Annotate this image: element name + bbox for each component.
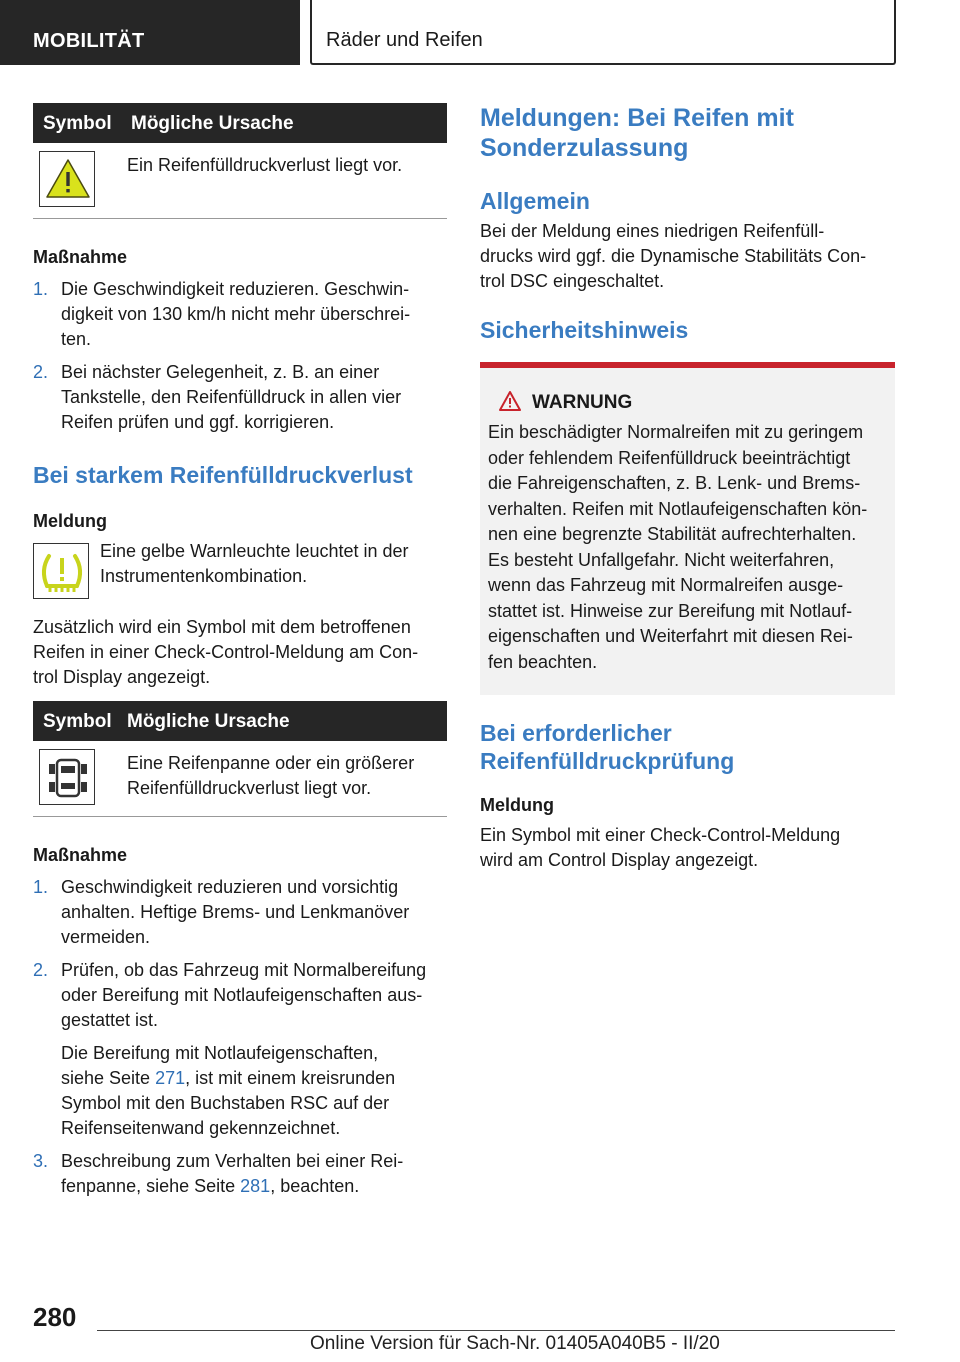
symbol-table-row: [33, 741, 447, 817]
list-item: 1. Die Geschwindigkeit reduzieren. Geschwin- digkeit von 130 km/h nicht mehr überschrei- ten.: [33, 279, 411, 349]
col-symbol-header: Symbol: [43, 113, 112, 134]
left-column: [33, 103, 447, 1199]
online-version-note: Online Version für Sach-Nr. 01405A040B5 - II/20: [310, 1333, 720, 1354]
warning-box: [480, 362, 895, 695]
warning-title: WARNUNG: [488, 390, 887, 416]
list-item: 3. Beschreibung zum Verhalten bei einer Rei- fenpanne, siehe Seite 281, beachten.: [33, 1151, 404, 1196]
check-text: Ein Symbol mit einer Check-Control-Meldung wird am Control Display angezeigt.: [480, 825, 841, 870]
cause-text: Eine Reifenpanne oder ein größerer Reifenfülldruckverlust liegt vor.: [127, 753, 415, 798]
chapter-tab: [310, 0, 896, 65]
page-link-271[interactable]: 271: [155, 1068, 186, 1088]
page-link-281[interactable]: 281: [240, 1176, 271, 1196]
warning-triangle-icon: [39, 151, 95, 207]
cause-text: Ein Reifenfülldruckverlust liegt vor.: [127, 155, 403, 175]
general-text: Bei der Meldung eines niedrigen Reifenfüll- drucks wird ggf. die Dynamische Stabilitäts Con- trol DSC eingeschaltet.: [480, 221, 867, 291]
list-item: 1. Geschwindigkeit reduzieren und vorsichtig anhalten. Heftige Brems- und Lenkmanöver vermeiden.: [33, 877, 410, 947]
car-tire-warning-icon: [39, 749, 95, 805]
list-item: 2. Prüfen, ob das Fahrzeug mit Normalbereifung oder Bereifung mit Notlaufeigenschaften aus- gestattet ist.: [33, 960, 427, 1030]
page-number: 280: [33, 1302, 77, 1332]
list-item: 2. Bei nächster Gelegenheit, z. B. an einer Tankstelle, den Reifenfülldruck in allen vier Reifen prüfen und ggf. korrigieren.: [33, 362, 402, 432]
warning-triangle-icon: [498, 390, 522, 412]
message-title: Meldung: [480, 795, 554, 815]
section-title: MOBILITÄT: [33, 30, 145, 52]
main-heading: Meldungen: Bei Reifen mit Sonderzulassung: [480, 104, 794, 162]
symbol-table-header: [33, 103, 447, 143]
measure-title: Maßnahme: [33, 247, 128, 267]
heading-check-required: Bei erforderlicher Reifenfülldruckprüfung: [480, 720, 735, 774]
footer-divider: [97, 1330, 895, 1331]
chapter-title: Räder und Reifen: [326, 29, 483, 51]
right-column: [480, 103, 895, 873]
tire-pressure-warning-icon: [33, 543, 89, 599]
heading-safety: Sicherheitshinweis: [480, 317, 689, 343]
section-tab: [0, 0, 300, 65]
warning-text: Ein beschädigter Normalreifen mit zu geringem oder fehlendem Reifenfülldruck beeinträchtigt die Fahreigenschaften, z. B. Lenk- und Brems- verhalten. Reifen mit Notlaufeigenschaften kön- nen eine begrenzte Stabilität aufrechterhalten. Es besteht Unfallgefahr. Nicht weiterfahren, wenn das Fahrzeug mit Normalreifen ausge- stattet ist. Hinweise zur Bereifung mit Notlauf- eigenschaften und Weiterfahrt mit diesen Rei- fen beachten.: [488, 422, 868, 672]
symbol-table-header: [33, 701, 447, 741]
symbol-table-row: [33, 143, 447, 219]
heading-heavy-loss: Bei starkem Reifenfülldruckverlust: [33, 462, 413, 488]
warning-lamp-row: Eine gelbe Warnleuchte leuchtet in der Instrumentenkombination.: [33, 539, 447, 607]
col-cause-header: Mögliche Ursache: [127, 711, 290, 732]
col-symbol-header: Symbol: [43, 711, 112, 732]
list-note: Die Bereifung mit Notlaufeigenschaften, siehe Seite 271, ist mit einem kreisrunden Symbol mit den Buchstaben RSC auf der Reifenseitenwand gekennzeichnet.: [61, 1043, 396, 1138]
additional-info: Zusätzlich wird ein Symbol mit dem betroffenen Reifen in einer Check-Control-Meldung am Con- trol Display angezeigt.: [33, 617, 419, 687]
measure-title: Maßnahme: [33, 845, 128, 865]
col-cause-header: Mögliche Ursache: [131, 113, 294, 134]
message-title: Meldung: [33, 511, 107, 531]
heading-general: Allgemein: [480, 188, 590, 214]
